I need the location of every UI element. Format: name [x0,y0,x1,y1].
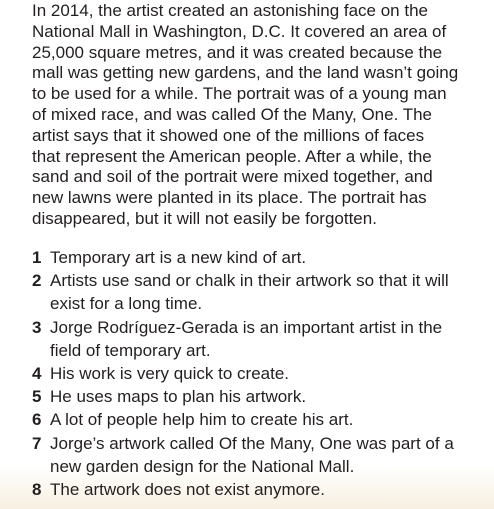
statement-text: Artists use sand or chalk in their artwork so that it will [50,271,449,291]
statement-number: 4 [32,364,42,384]
statement-number: 1 [32,248,42,267]
statement-number: 8 [32,480,42,500]
paragraph-line: new lawns were planted in its place. The portrait has [32,188,427,208]
paragraph-line: National Mall in Washington, D.C. It covered an area of [32,21,447,41]
statement-item [32,269,488,315]
statement-text: His work is very quick to create. [50,364,290,384]
statement-number: 5 [32,387,42,407]
statement-text: new garden design for the National Mall. [50,456,355,476]
statement-item [32,246,488,269]
statement-text: He uses maps to plan his artwork. [50,387,307,407]
statement-text: Jorge Rodríguez-Gerada is an important artist in the [50,317,443,337]
reading-paragraph [32,1,488,230]
statement-item [32,408,488,431]
statement-text: field of temporary art. [50,340,211,360]
statement-number: 7 [32,433,42,453]
paragraph-line: to be used for a while. The portrait was of a young man [32,84,447,104]
paragraph-line: mall was getting new gardens, and the land wasn’t going [32,63,459,83]
statement-item [32,362,488,385]
statement-text: Jorge’s artwork called Of the Many, One was part of a [50,433,454,453]
statement-text: exist for a long time. [50,294,203,314]
paragraph-line: sand and soil of the portrait were mixed together, and [32,167,433,187]
statement-list [32,246,488,501]
statement-number: 6 [32,410,42,430]
statement-item [32,316,488,362]
statement-text: The artwork does not exist anymore. [50,480,325,500]
statement-text: A lot of people help him to create his art. [50,410,354,430]
paragraph-line: In 2014, the artist created an astonishing face on the [32,1,428,20]
paragraph-line: 25,000 square metres, and it was created because the [32,42,443,62]
paragraph-line: disappeared, but it will not easily be forgotten. [32,208,377,228]
statement-text: Temporary art is a new kind of art. [50,248,307,267]
paragraph-line: that represent the American people. After a while, the [32,146,432,166]
statement-number: 3 [32,317,42,337]
paragraph-line: of mixed race, and was called Of the Many, One. The [32,104,433,124]
statement-item [32,385,488,408]
statement-item [32,478,488,501]
paragraph-line: artist says that it showed one of the millions of faces [32,125,425,145]
statement-item [32,432,488,478]
statement-number: 2 [32,271,42,291]
